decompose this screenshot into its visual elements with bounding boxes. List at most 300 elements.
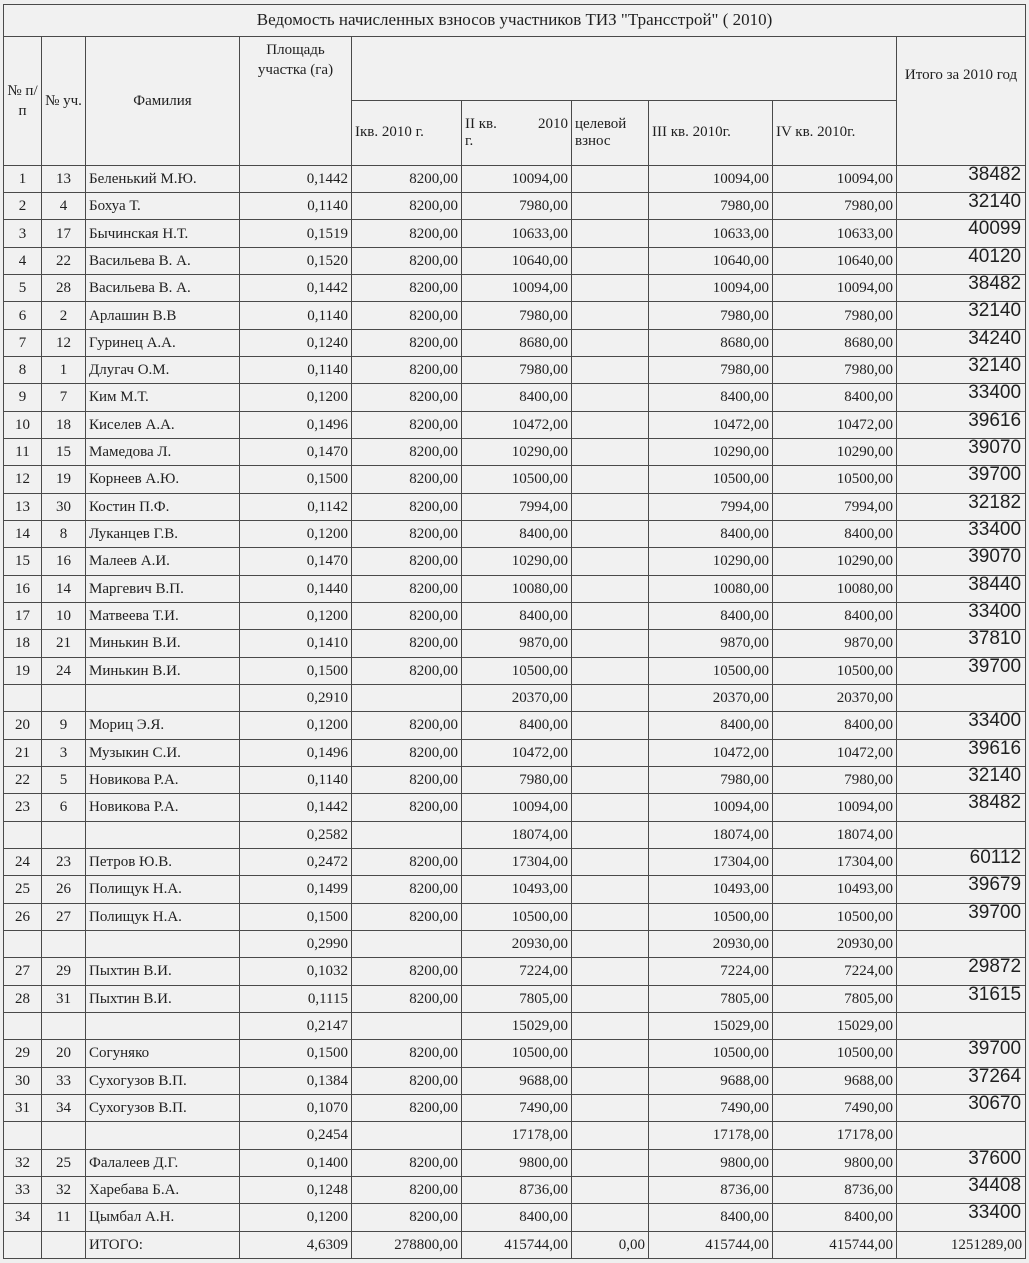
header-target: целевой взнос (572, 101, 649, 166)
target-cell (572, 1094, 649, 1121)
q1-cell: 8200,00 (352, 712, 462, 739)
q1-cell: 8200,00 (352, 1040, 462, 1067)
total-cell: 32140 (897, 766, 1026, 793)
q2-cell: 17178,00 (462, 1122, 572, 1149)
row-number: 20 (4, 712, 42, 739)
q3-cell: 10094,00 (649, 275, 773, 302)
surname-cell: Гуринец А.А. (86, 329, 240, 356)
table-row (4, 1122, 1026, 1149)
area-cell: 0,1500 (240, 657, 352, 684)
area-cell: 0,1470 (240, 438, 352, 465)
table-row (4, 712, 1026, 739)
total-cell: 33400 (897, 1204, 1026, 1231)
q1-cell: 8200,00 (352, 220, 462, 247)
table-row (4, 438, 1026, 465)
area-cell: 0,1499 (240, 876, 352, 903)
target-cell (572, 821, 649, 848)
q1-cell: 8200,00 (352, 275, 462, 302)
table-row (4, 275, 1026, 302)
row-number: 16 (4, 575, 42, 602)
totals-label: ИТОГО: (86, 1231, 240, 1259)
plot-number: 15 (42, 438, 86, 465)
table-row (4, 1149, 1026, 1176)
total-cell: 37600 (897, 1149, 1026, 1176)
total-cell: 32140 (897, 302, 1026, 329)
area-cell: 0,1500 (240, 466, 352, 493)
area-cell: 0,2990 (240, 930, 352, 957)
q2-cell: 10094,00 (462, 794, 572, 821)
q4-cell: 7980,00 (773, 193, 897, 220)
row-number: 8 (4, 357, 42, 384)
total-cell: 33400 (897, 712, 1026, 739)
q3-cell: 10500,00 (649, 466, 773, 493)
plot-number: 30 (42, 493, 86, 520)
total-cell: 33400 (897, 520, 1026, 547)
total-cell: 31615 (897, 985, 1026, 1012)
row-number: 2 (4, 193, 42, 220)
q1-cell (352, 1122, 462, 1149)
total-cell: 37264 (897, 1067, 1026, 1094)
area-cell: 0,1140 (240, 766, 352, 793)
surname-cell: Мамедова Л. (86, 438, 240, 465)
surname-cell: Музыкин С.И. (86, 739, 240, 766)
table-row (4, 657, 1026, 684)
q2-cell: 10290,00 (462, 548, 572, 575)
header-total: Итого за 2010 год (897, 36, 1026, 165)
q4-cell: 8400,00 (773, 1204, 897, 1231)
q3-cell: 7805,00 (649, 985, 773, 1012)
surname-cell: Новикова Р.А. (86, 766, 240, 793)
area-cell: 0,1248 (240, 1176, 352, 1203)
row-number (4, 684, 42, 711)
total-cell: 33400 (897, 384, 1026, 411)
q3-cell: 7980,00 (649, 193, 773, 220)
total-cell: 29872 (897, 958, 1026, 985)
target-cell (572, 329, 649, 356)
plot-number: 1 (42, 357, 86, 384)
q4-cell: 7980,00 (773, 357, 897, 384)
plot-number: 8 (42, 520, 86, 547)
q3-cell: 7490,00 (649, 1094, 773, 1121)
plot-number: 5 (42, 766, 86, 793)
area-cell: 0,2454 (240, 1122, 352, 1149)
q2-cell: 8400,00 (462, 602, 572, 629)
surname-cell: Сухогузов В.П. (86, 1067, 240, 1094)
area-cell: 0,1442 (240, 794, 352, 821)
target-cell (572, 548, 649, 575)
q2-cell: 15029,00 (462, 1012, 572, 1039)
q3-cell: 18074,00 (649, 821, 773, 848)
q3-cell: 10640,00 (649, 247, 773, 274)
plot-number: 33 (42, 1067, 86, 1094)
target-cell (572, 794, 649, 821)
plot-number: 31 (42, 985, 86, 1012)
total-cell: 39070 (897, 438, 1026, 465)
target-cell (572, 1012, 649, 1039)
target-cell (572, 985, 649, 1012)
target-cell (572, 438, 649, 465)
q2-cell: 10500,00 (462, 466, 572, 493)
q1-cell: 8200,00 (352, 630, 462, 657)
plot-number: 19 (42, 466, 86, 493)
row-number: 4 (4, 247, 42, 274)
header-surname: Фамилия (86, 36, 240, 165)
row-number: 14 (4, 520, 42, 547)
q1-cell: 8200,00 (352, 602, 462, 629)
total-cell: 34240 (897, 329, 1026, 356)
q3-cell: 9870,00 (649, 630, 773, 657)
total-cell: 60112 (897, 848, 1026, 875)
q4-cell: 8400,00 (773, 712, 897, 739)
q2-cell: 8400,00 (462, 712, 572, 739)
total-cell (897, 930, 1026, 957)
header-q1: Iкв. 2010 г. (352, 101, 462, 166)
q2-cell: 8400,00 (462, 384, 572, 411)
area-cell: 0,1200 (240, 712, 352, 739)
row-number: 3 (4, 220, 42, 247)
surname-cell: Цымбал А.Н. (86, 1204, 240, 1231)
q4-cell: 10472,00 (773, 411, 897, 438)
row-number: 18 (4, 630, 42, 657)
target-cell (572, 193, 649, 220)
table-row (4, 493, 1026, 520)
area-cell: 0,1496 (240, 411, 352, 438)
totals-empty-num (4, 1231, 42, 1259)
row-number: 24 (4, 848, 42, 875)
q2-cell: 17304,00 (462, 848, 572, 875)
target-cell (572, 493, 649, 520)
target-cell (572, 602, 649, 629)
q4-cell: 20370,00 (773, 684, 897, 711)
total-cell: 34408 (897, 1176, 1026, 1203)
area-cell: 0,2147 (240, 1012, 352, 1039)
surname-cell: Сухогузов В.П. (86, 1094, 240, 1121)
surname-cell: Киселев А.А. (86, 411, 240, 438)
q2-cell: 7490,00 (462, 1094, 572, 1121)
q3-cell: 10472,00 (649, 411, 773, 438)
q1-cell: 8200,00 (352, 193, 462, 220)
q1-cell: 8200,00 (352, 357, 462, 384)
q4-cell: 7224,00 (773, 958, 897, 985)
plot-number: 9 (42, 712, 86, 739)
totals-area: 4,6309 (240, 1231, 352, 1259)
row-number: 10 (4, 411, 42, 438)
plot-number: 21 (42, 630, 86, 657)
table-row (4, 1040, 1026, 1067)
area-cell: 0,2472 (240, 848, 352, 875)
row-number: 33 (4, 1176, 42, 1203)
surname-cell: Минькин В.И. (86, 630, 240, 657)
target-cell (572, 684, 649, 711)
total-cell: 39700 (897, 657, 1026, 684)
q4-cell: 7994,00 (773, 493, 897, 520)
row-number (4, 821, 42, 848)
target-cell (572, 520, 649, 547)
q2-cell: 9688,00 (462, 1067, 572, 1094)
surname-cell: Согуняко (86, 1040, 240, 1067)
table-row (4, 193, 1026, 220)
target-cell (572, 630, 649, 657)
q3-cell: 7224,00 (649, 958, 773, 985)
target-cell (572, 712, 649, 739)
q1-cell: 8200,00 (352, 466, 462, 493)
q1-cell: 8200,00 (352, 1204, 462, 1231)
q1-cell: 8200,00 (352, 165, 462, 192)
q4-cell: 7980,00 (773, 766, 897, 793)
q3-cell: 20370,00 (649, 684, 773, 711)
q1-cell (352, 1012, 462, 1039)
surname-cell: Костин П.Ф. (86, 493, 240, 520)
q2-cell: 7805,00 (462, 985, 572, 1012)
q4-cell: 10493,00 (773, 876, 897, 903)
q3-cell: 20930,00 (649, 930, 773, 957)
table-row (4, 684, 1026, 711)
q3-cell: 10080,00 (649, 575, 773, 602)
q4-cell: 10094,00 (773, 275, 897, 302)
q1-cell: 8200,00 (352, 739, 462, 766)
table-row (4, 1067, 1026, 1094)
area-cell: 0,1470 (240, 548, 352, 575)
header-num: № п/п (4, 36, 42, 165)
row-number: 28 (4, 985, 42, 1012)
table-row (4, 985, 1026, 1012)
plot-number: 16 (42, 548, 86, 575)
plot-number: 27 (42, 903, 86, 930)
q2-cell: 8736,00 (462, 1176, 572, 1203)
area-cell: 0,1115 (240, 985, 352, 1012)
q2-cell: 8680,00 (462, 329, 572, 356)
q3-cell: 10290,00 (649, 438, 773, 465)
q3-cell: 9800,00 (649, 1149, 773, 1176)
q4-cell: 10633,00 (773, 220, 897, 247)
table-row (4, 1176, 1026, 1203)
total-cell: 39616 (897, 739, 1026, 766)
table-row (4, 903, 1026, 930)
q2-cell: 10472,00 (462, 411, 572, 438)
total-cell: 39616 (897, 411, 1026, 438)
surname-cell (86, 1122, 240, 1149)
area-cell: 0,1140 (240, 193, 352, 220)
q1-cell: 8200,00 (352, 493, 462, 520)
target-cell (572, 384, 649, 411)
table-row (4, 602, 1026, 629)
q1-cell: 8200,00 (352, 1067, 462, 1094)
surname-cell: Бохуа Т. (86, 193, 240, 220)
table-row (4, 1094, 1026, 1121)
q3-cell: 10290,00 (649, 548, 773, 575)
total-cell: 33400 (897, 602, 1026, 629)
area-cell: 0,2910 (240, 684, 352, 711)
q3-cell: 8400,00 (649, 384, 773, 411)
q3-cell: 8400,00 (649, 1204, 773, 1231)
row-number: 1 (4, 165, 42, 192)
surname-cell (86, 1012, 240, 1039)
contributions-table (3, 4, 1026, 1259)
area-cell: 0,1520 (240, 247, 352, 274)
q1-cell: 8200,00 (352, 1149, 462, 1176)
header-area: Площадь участка (га) (240, 36, 352, 165)
row-number: 34 (4, 1204, 42, 1231)
plot-number (42, 1122, 86, 1149)
q1-cell: 8200,00 (352, 575, 462, 602)
q4-cell: 7805,00 (773, 985, 897, 1012)
header-row-1 (4, 36, 1026, 101)
table-row (4, 329, 1026, 356)
area-cell: 0,1200 (240, 1204, 352, 1231)
area-cell: 0,1442 (240, 165, 352, 192)
plot-number (42, 1012, 86, 1039)
totals-row (4, 1231, 1026, 1259)
q1-cell: 8200,00 (352, 329, 462, 356)
plot-number: 7 (42, 384, 86, 411)
plot-number: 23 (42, 848, 86, 875)
target-cell (572, 466, 649, 493)
target-cell (572, 1204, 649, 1231)
q3-cell: 10500,00 (649, 903, 773, 930)
target-cell (572, 848, 649, 875)
row-number: 15 (4, 548, 42, 575)
surname-cell: Малеев А.И. (86, 548, 240, 575)
q4-cell: 10500,00 (773, 657, 897, 684)
target-cell (572, 766, 649, 793)
surname-cell: Матвеева Т.И. (86, 602, 240, 629)
q3-cell: 10500,00 (649, 1040, 773, 1067)
area-cell: 0,1519 (240, 220, 352, 247)
table-row (4, 930, 1026, 957)
target-cell (572, 302, 649, 329)
table-row (4, 821, 1026, 848)
surname-cell (86, 930, 240, 957)
row-number (4, 1012, 42, 1039)
target-cell (572, 958, 649, 985)
table-row (4, 794, 1026, 821)
q4-cell: 10500,00 (773, 1040, 897, 1067)
plot-number: 34 (42, 1094, 86, 1121)
q4-cell: 10080,00 (773, 575, 897, 602)
target-cell (572, 657, 649, 684)
total-cell: 39700 (897, 466, 1026, 493)
q4-cell: 10094,00 (773, 794, 897, 821)
q3-cell: 10094,00 (649, 165, 773, 192)
q4-cell: 8400,00 (773, 602, 897, 629)
row-number: 13 (4, 493, 42, 520)
surname-cell: Маргевич В.П. (86, 575, 240, 602)
surname-cell: Луканцев Г.В. (86, 520, 240, 547)
table-row (4, 165, 1026, 192)
q3-cell: 8400,00 (649, 602, 773, 629)
total-cell (897, 684, 1026, 711)
target-cell (572, 739, 649, 766)
total-cell: 40120 (897, 247, 1026, 274)
q1-cell: 8200,00 (352, 876, 462, 903)
area-cell: 0,1496 (240, 739, 352, 766)
plot-number: 2 (42, 302, 86, 329)
plot-number: 24 (42, 657, 86, 684)
table-row (4, 766, 1026, 793)
q4-cell: 8400,00 (773, 384, 897, 411)
q2-cell: 20930,00 (462, 930, 572, 957)
table-row (4, 548, 1026, 575)
q2-cell: 9800,00 (462, 1149, 572, 1176)
total-cell: 40099 (897, 220, 1026, 247)
row-number (4, 1122, 42, 1149)
surname-cell: Васильева В. А. (86, 275, 240, 302)
target-cell (572, 930, 649, 957)
q3-cell: 17304,00 (649, 848, 773, 875)
q4-cell: 18074,00 (773, 821, 897, 848)
surname-cell: Ким М.Т. (86, 384, 240, 411)
row-number: 5 (4, 275, 42, 302)
q4-cell: 10094,00 (773, 165, 897, 192)
surname-cell: Пыхтин В.И. (86, 985, 240, 1012)
plot-number: 26 (42, 876, 86, 903)
q3-cell: 10500,00 (649, 657, 773, 684)
total-cell (897, 821, 1026, 848)
q2-cell: 9870,00 (462, 630, 572, 657)
plot-number: 29 (42, 958, 86, 985)
area-cell: 0,1384 (240, 1067, 352, 1094)
row-number (4, 930, 42, 957)
total-cell: 38482 (897, 165, 1026, 192)
q1-cell: 8200,00 (352, 438, 462, 465)
row-number: 17 (4, 602, 42, 629)
q1-cell (352, 930, 462, 957)
q4-cell: 8736,00 (773, 1176, 897, 1203)
row-number: 9 (4, 384, 42, 411)
q3-cell: 7994,00 (649, 493, 773, 520)
q3-cell: 8680,00 (649, 329, 773, 356)
table-row (4, 876, 1026, 903)
q4-cell: 10290,00 (773, 438, 897, 465)
q3-cell: 10633,00 (649, 220, 773, 247)
q3-cell: 8400,00 (649, 712, 773, 739)
plot-number: 25 (42, 1149, 86, 1176)
table-row (4, 247, 1026, 274)
q2-cell: 7980,00 (462, 302, 572, 329)
q4-cell: 15029,00 (773, 1012, 897, 1039)
plot-number: 18 (42, 411, 86, 438)
area-cell: 0,1500 (240, 903, 352, 930)
plot-number: 22 (42, 247, 86, 274)
q4-cell: 10500,00 (773, 466, 897, 493)
header-q2: II кв. 2010 г. (462, 101, 572, 166)
area-cell: 0,1200 (240, 520, 352, 547)
q2-cell: 10094,00 (462, 165, 572, 192)
q2-cell: 10472,00 (462, 739, 572, 766)
q3-cell: 8400,00 (649, 520, 773, 547)
surname-cell: Харебава Б.А. (86, 1176, 240, 1203)
row-number: 23 (4, 794, 42, 821)
total-cell: 37810 (897, 630, 1026, 657)
plot-number: 32 (42, 1176, 86, 1203)
q4-cell: 10290,00 (773, 548, 897, 575)
totals-total: 1251289,00 (897, 1231, 1026, 1259)
target-cell (572, 1176, 649, 1203)
q1-cell: 8200,00 (352, 903, 462, 930)
area-cell: 0,1070 (240, 1094, 352, 1121)
q4-cell: 17304,00 (773, 848, 897, 875)
total-cell: 38482 (897, 794, 1026, 821)
total-cell: 39070 (897, 548, 1026, 575)
table-row (4, 958, 1026, 985)
plot-number: 14 (42, 575, 86, 602)
q4-cell: 9800,00 (773, 1149, 897, 1176)
total-cell: 32140 (897, 193, 1026, 220)
totals-target: 0,00 (572, 1231, 649, 1259)
table-row (4, 220, 1026, 247)
table-row (4, 384, 1026, 411)
q2-cell: 10094,00 (462, 275, 572, 302)
